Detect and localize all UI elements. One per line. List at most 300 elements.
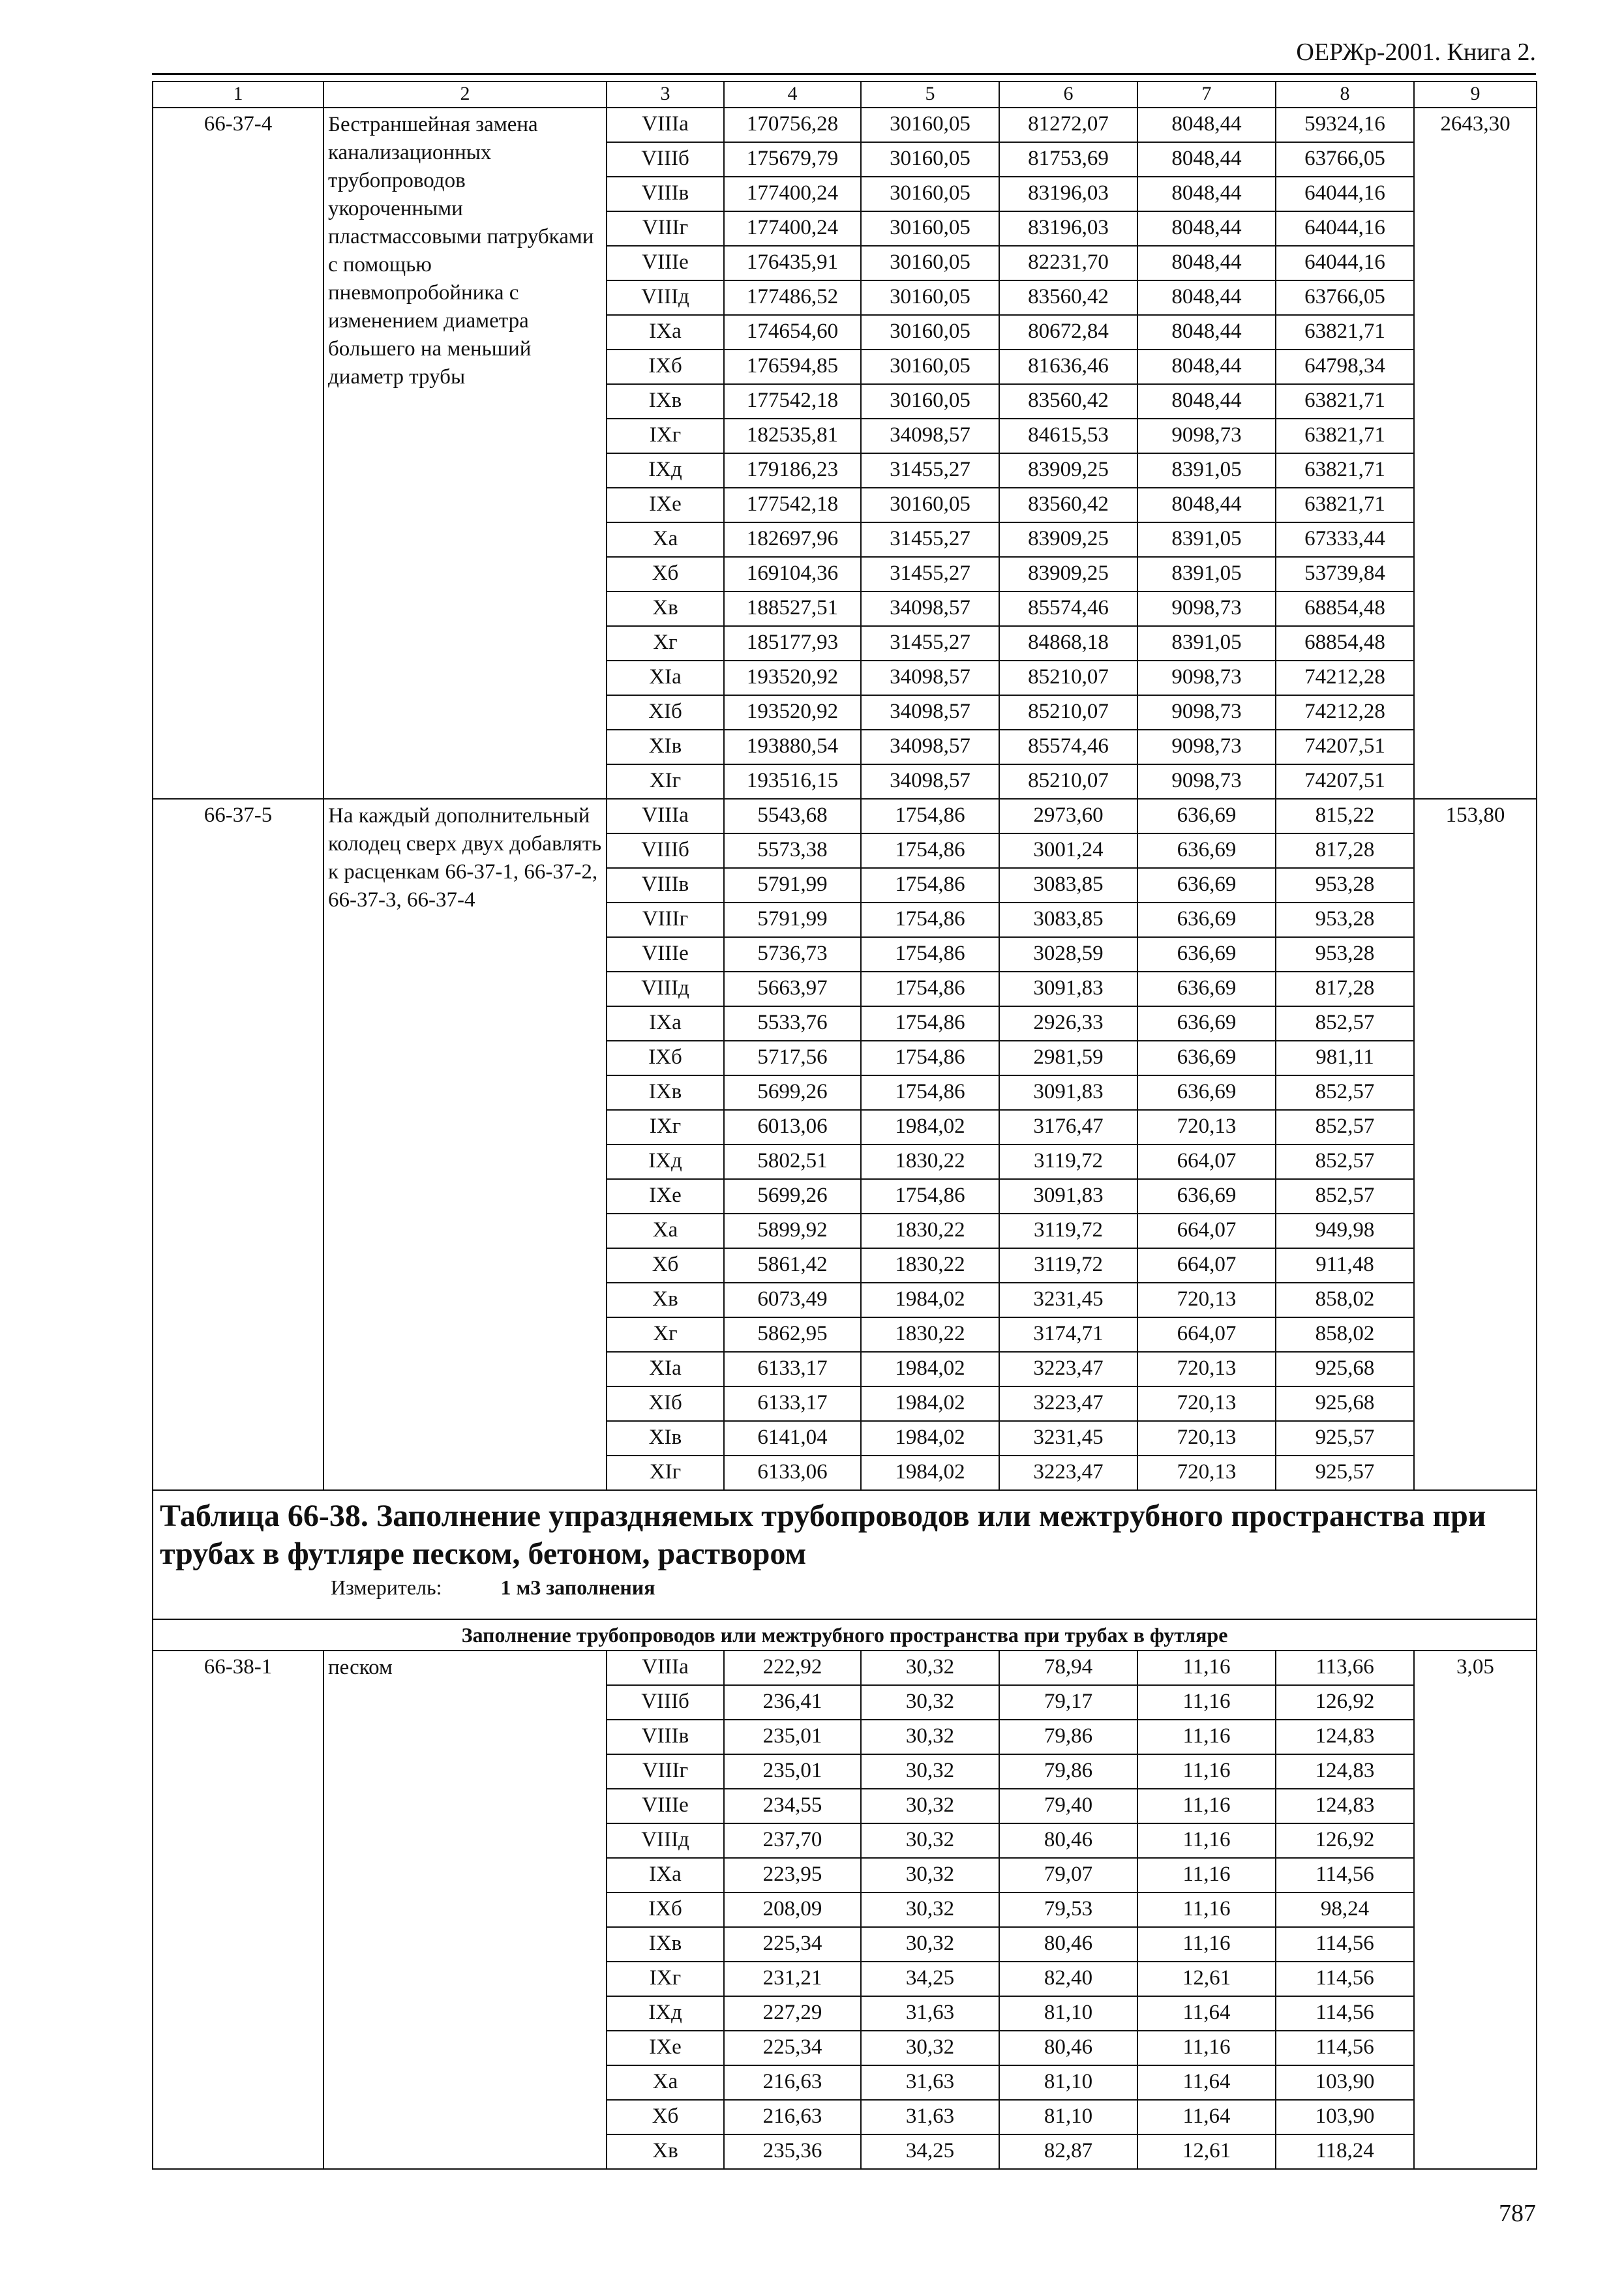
work-description: песком — [323, 1651, 607, 2169]
table-cell: 11,64 — [1137, 2065, 1276, 2100]
table-cell: IXг — [607, 419, 724, 453]
table-cell: 83560,42 — [999, 384, 1137, 419]
table-cell: 3083,85 — [999, 903, 1137, 937]
table-cell: 8391,05 — [1137, 557, 1276, 591]
work-description: Бестраншейная замена канализационных трубопроводов укороченными пластмассовыми патрубками с помощью пневмопробойника с изменением диаметра большего на меньший диаметр трубы — [323, 108, 607, 799]
table-cell: 64044,16 — [1276, 211, 1414, 246]
table-cell: 34098,57 — [861, 661, 999, 695]
table-cell: VIIIд — [607, 280, 724, 315]
table-cell: XIг — [607, 1456, 724, 1490]
table-cell: 64798,34 — [1276, 350, 1414, 384]
table-cell: IXд — [607, 1996, 724, 2031]
table-cell: 170756,28 — [724, 108, 861, 142]
column-number: 3 — [607, 82, 724, 108]
table-cell: 30160,05 — [861, 142, 999, 177]
table-cell: 3174,71 — [999, 1317, 1137, 1352]
table-cell: 83909,25 — [999, 453, 1137, 488]
table-cell: 852,57 — [1276, 1006, 1414, 1041]
table-cell: 2926,33 — [999, 1006, 1137, 1041]
rate-code: 66-38-1 — [153, 1651, 323, 2169]
table-cell: IXе — [607, 2031, 724, 2065]
table-cell: 223,95 — [724, 1858, 861, 1893]
table-cell: 124,83 — [1276, 1754, 1414, 1789]
table-cell: VIIIб — [607, 142, 724, 177]
table-cell: IXд — [607, 453, 724, 488]
table-cell: 114,56 — [1276, 1858, 1414, 1893]
table-cell: IXв — [607, 1075, 724, 1110]
table-cell: 30,32 — [861, 2031, 999, 2065]
table-cell: 80,46 — [999, 1823, 1137, 1858]
table-cell: 31455,27 — [861, 557, 999, 591]
table-cell: XIг — [607, 764, 724, 799]
table-cell: 85210,07 — [999, 695, 1137, 730]
table-cell: IXб — [607, 1893, 724, 1927]
table-cell: VIIIе — [607, 937, 724, 972]
table-cell: 30160,05 — [861, 246, 999, 280]
table-cell: 30,32 — [861, 1893, 999, 1927]
table-cell: 235,36 — [724, 2134, 861, 2169]
table-cell: 177400,24 — [724, 211, 861, 246]
table-cell: 8048,44 — [1137, 108, 1276, 142]
table-cell: VIIIв — [607, 1720, 724, 1754]
table-cell: IXг — [607, 1110, 724, 1144]
table-cell: Xг — [607, 626, 724, 661]
table-cell: 8391,05 — [1137, 626, 1276, 661]
table-cell: 1984,02 — [861, 1352, 999, 1386]
table-cell: 30160,05 — [861, 350, 999, 384]
table-cell: 3223,47 — [999, 1386, 1137, 1421]
table-cell: 193880,54 — [724, 730, 861, 764]
table-cell: 30,32 — [861, 1789, 999, 1823]
table-cell: 8048,44 — [1137, 177, 1276, 211]
table-cell: 636,69 — [1137, 972, 1276, 1006]
table-cell: 30160,05 — [861, 315, 999, 350]
table-cell: 83196,03 — [999, 177, 1137, 211]
table-cell: XIб — [607, 1386, 724, 1421]
table-cell: VIIIв — [607, 177, 724, 211]
table-cell: 30160,05 — [861, 211, 999, 246]
table-cell: 6013,06 — [724, 1110, 861, 1144]
table-cell: 858,02 — [1276, 1283, 1414, 1317]
table-cell: 3119,72 — [999, 1144, 1137, 1179]
table-row — [153, 108, 1537, 142]
table-cell: 664,07 — [1137, 1248, 1276, 1283]
table-cell: 3091,83 — [999, 972, 1137, 1006]
table-cell: 11,16 — [1137, 1858, 1276, 1893]
table-cell: XIв — [607, 1421, 724, 1456]
table-cell: 63821,71 — [1276, 315, 1414, 350]
table-cell: 1984,02 — [861, 1386, 999, 1421]
table-cell: 31,63 — [861, 1996, 999, 2031]
table-cell: 720,13 — [1137, 1352, 1276, 1386]
table-cell: 1754,86 — [861, 833, 999, 868]
table-cell: 74207,51 — [1276, 764, 1414, 799]
table-cell: 82,40 — [999, 1962, 1137, 1996]
column-number: 5 — [861, 82, 999, 108]
table-cell: 3091,83 — [999, 1075, 1137, 1110]
table-cell: 81,10 — [999, 1996, 1137, 2031]
table-cell: 664,07 — [1137, 1144, 1276, 1179]
table-cell: 6133,06 — [724, 1456, 861, 1490]
table-cell: 176435,91 — [724, 246, 861, 280]
table-cell: 11,16 — [1137, 1685, 1276, 1720]
column-number: 1 — [153, 82, 323, 108]
table-cell: 11,16 — [1137, 1754, 1276, 1789]
table-cell: 925,57 — [1276, 1421, 1414, 1456]
table-cell: 5533,76 — [724, 1006, 861, 1041]
table-cell: 9098,73 — [1137, 419, 1276, 453]
table-cell: 34,25 — [861, 1962, 999, 1996]
table-cell: 30,32 — [861, 1651, 999, 1685]
table-cell: 114,56 — [1276, 2031, 1414, 2065]
table-cell: 236,41 — [724, 1685, 861, 1720]
column-number: 2 — [323, 82, 607, 108]
table-cell: 8048,44 — [1137, 280, 1276, 315]
table-cell: 31455,27 — [861, 626, 999, 661]
table-cell: 63821,71 — [1276, 384, 1414, 419]
table-cell: 8048,44 — [1137, 315, 1276, 350]
table-cell: 1984,02 — [861, 1283, 999, 1317]
table-cell: 9098,73 — [1137, 695, 1276, 730]
table-cell: 124,83 — [1276, 1789, 1414, 1823]
table-cell: 925,57 — [1276, 1456, 1414, 1490]
table-cell: 227,29 — [724, 1996, 861, 2031]
table-cell: 636,69 — [1137, 1179, 1276, 1214]
table-cell: VIIIг — [607, 903, 724, 937]
table-cell: 30160,05 — [861, 384, 999, 419]
table-cell: 30,32 — [861, 1685, 999, 1720]
labor-cost: 2643,30 — [1414, 108, 1537, 799]
table-cell: 85574,46 — [999, 591, 1137, 626]
section-heading — [153, 1490, 1537, 1619]
table-cell: 1754,86 — [861, 937, 999, 972]
table-cell: Xб — [607, 1248, 724, 1283]
table-cell: 5861,42 — [724, 1248, 861, 1283]
table-cell: 68854,48 — [1276, 591, 1414, 626]
table-cell: 193516,15 — [724, 764, 861, 799]
table-cell: 74212,28 — [1276, 661, 1414, 695]
table-cell: 34,25 — [861, 2134, 999, 2169]
table-cell: 636,69 — [1137, 1041, 1276, 1075]
table-cell: Xв — [607, 591, 724, 626]
table-cell: 1830,22 — [861, 1317, 999, 1352]
table-cell: 103,90 — [1276, 2065, 1414, 2100]
table-cell: 8391,05 — [1137, 522, 1276, 557]
column-number: 9 — [1414, 82, 1537, 108]
table-cell: 1754,86 — [861, 903, 999, 937]
header-rule — [152, 73, 1536, 75]
table-cell: 2973,60 — [999, 799, 1137, 833]
table-cell: 177486,52 — [724, 280, 861, 315]
table-cell: 852,57 — [1276, 1144, 1414, 1179]
table-cell: 925,68 — [1276, 1386, 1414, 1421]
table-cell: Xг — [607, 1317, 724, 1352]
table-body — [153, 82, 1537, 2169]
table-cell: 74212,28 — [1276, 695, 1414, 730]
table-cell: 720,13 — [1137, 1283, 1276, 1317]
table-cell: 177542,18 — [724, 488, 861, 522]
table-cell: IXб — [607, 350, 724, 384]
table-cell: 8048,44 — [1137, 488, 1276, 522]
table-cell: 720,13 — [1137, 1386, 1276, 1421]
table-cell: IXд — [607, 1144, 724, 1179]
table-cell: 12,61 — [1137, 2134, 1276, 2169]
table-cell: 636,69 — [1137, 1006, 1276, 1041]
table-cell: 720,13 — [1137, 1456, 1276, 1490]
table-cell: 9098,73 — [1137, 764, 1276, 799]
table-cell: 30,32 — [861, 1927, 999, 1962]
work-description: На каждый дополнительный колодец сверх двух добавлять к расценкам 66-37-1, 66-37-2, 66-37-3, 66-37-4 — [323, 799, 607, 1490]
table-cell: 31455,27 — [861, 453, 999, 488]
table-cell: 124,83 — [1276, 1720, 1414, 1754]
table-cell: 11,64 — [1137, 2100, 1276, 2134]
table-cell: IXе — [607, 488, 724, 522]
table-subheading: Заполнение трубопроводов или межтрубного пространства при трубах в футляре — [153, 1619, 1537, 1651]
unit-value: 1 м3 заполнения — [500, 1576, 655, 1599]
table-cell: 5899,92 — [724, 1214, 861, 1248]
table-cell: 636,69 — [1137, 903, 1276, 937]
table-cell: 852,57 — [1276, 1110, 1414, 1144]
table-cell: 981,11 — [1276, 1041, 1414, 1075]
subheading-row — [153, 1619, 1537, 1651]
column-number: 7 — [1137, 82, 1276, 108]
table-cell: 30160,05 — [861, 108, 999, 142]
table-cell: 11,16 — [1137, 2031, 1276, 2065]
table-cell: 1754,86 — [861, 1179, 999, 1214]
table-cell: 1754,86 — [861, 1075, 999, 1110]
table-cell: 3091,83 — [999, 1179, 1137, 1214]
table-cell: 81272,07 — [999, 108, 1137, 142]
column-number: 6 — [999, 82, 1137, 108]
table-cell: 78,94 — [999, 1651, 1137, 1685]
table-cell: 3231,45 — [999, 1283, 1137, 1317]
table-cell: 1754,86 — [861, 1041, 999, 1075]
table-cell: VIIIд — [607, 1823, 724, 1858]
table-cell: 817,28 — [1276, 972, 1414, 1006]
table-cell: 3176,47 — [999, 1110, 1137, 1144]
table-cell: Xв — [607, 2134, 724, 2169]
table-cell: 83560,42 — [999, 280, 1137, 315]
table-cell: 3083,85 — [999, 868, 1137, 903]
table-cell: 83196,03 — [999, 211, 1137, 246]
table-cell: 222,92 — [724, 1651, 861, 1685]
table-cell: 1754,86 — [861, 1006, 999, 1041]
table-cell: 63766,05 — [1276, 142, 1414, 177]
running-header: ОЕРЖр-2001. Книга 2. — [1296, 38, 1536, 66]
table-cell: Xб — [607, 557, 724, 591]
table-cell: VIIIа — [607, 799, 724, 833]
table-cell: VIIIб — [607, 833, 724, 868]
table-cell: 9098,73 — [1137, 730, 1276, 764]
table-cell: 30160,05 — [861, 177, 999, 211]
table-cell: 53739,84 — [1276, 557, 1414, 591]
table-cell: IXб — [607, 1041, 724, 1075]
table-cell: VIIIа — [607, 1651, 724, 1685]
table-cell: Xб — [607, 2100, 724, 2134]
table-cell: 31,63 — [861, 2100, 999, 2134]
table-cell: 3119,72 — [999, 1248, 1137, 1283]
table-cell: 5543,68 — [724, 799, 861, 833]
table-cell: 720,13 — [1137, 1421, 1276, 1456]
table-cell: 34098,57 — [861, 764, 999, 799]
table-cell: 852,57 — [1276, 1075, 1414, 1110]
table-cell: 169104,36 — [724, 557, 861, 591]
table-cell: 34098,57 — [861, 730, 999, 764]
table-cell: VIIIг — [607, 211, 724, 246]
table-cell: 80672,84 — [999, 315, 1137, 350]
table-cell: 953,28 — [1276, 868, 1414, 903]
table-title: Таблица 66-38. Заполнение упраздняемых трубопроводов или межтрубного пространства при трубах в футляре песком, бетоном, раствором — [160, 1499, 1486, 1571]
table-cell: 30,32 — [861, 1858, 999, 1893]
table-cell: 79,86 — [999, 1754, 1137, 1789]
table-cell: 6073,49 — [724, 1283, 861, 1317]
column-number: 8 — [1276, 82, 1414, 108]
table-cell: 636,69 — [1137, 868, 1276, 903]
table-cell: 59324,16 — [1276, 108, 1414, 142]
table-cell: 3223,47 — [999, 1456, 1137, 1490]
table-cell: 11,16 — [1137, 1789, 1276, 1823]
table-cell: 67333,44 — [1276, 522, 1414, 557]
table-cell: 81636,46 — [999, 350, 1137, 384]
table-cell: 1754,86 — [861, 868, 999, 903]
table-cell: 11,16 — [1137, 1927, 1276, 1962]
table-cell: 34098,57 — [861, 419, 999, 453]
table-cell: 852,57 — [1276, 1179, 1414, 1214]
table-cell: 234,55 — [724, 1789, 861, 1823]
table-cell: 11,16 — [1137, 1823, 1276, 1858]
table-cell: Xа — [607, 1214, 724, 1248]
table-cell: IXв — [607, 384, 724, 419]
table-cell: 5573,38 — [724, 833, 861, 868]
table-cell: 113,66 — [1276, 1651, 1414, 1685]
section-heading-row — [153, 1490, 1537, 1619]
table-cell: 6133,17 — [724, 1352, 861, 1386]
table-cell: 3119,72 — [999, 1214, 1137, 1248]
table-cell: 193520,92 — [724, 695, 861, 730]
table-cell: 174654,60 — [724, 315, 861, 350]
table-cell: 103,90 — [1276, 2100, 1414, 2134]
table-cell: 177400,24 — [724, 177, 861, 211]
table-cell: 34098,57 — [861, 695, 999, 730]
table-cell: 636,69 — [1137, 1075, 1276, 1110]
table-cell: 5699,26 — [724, 1179, 861, 1214]
table-cell: 949,98 — [1276, 1214, 1414, 1248]
table-cell: 30160,05 — [861, 488, 999, 522]
unit-line — [160, 1573, 1529, 1602]
table-cell: 636,69 — [1137, 833, 1276, 868]
table-cell: 8048,44 — [1137, 142, 1276, 177]
table-cell: 11,64 — [1137, 1996, 1276, 2031]
table-cell: 81,10 — [999, 2100, 1137, 2134]
table-cell: 126,92 — [1276, 1685, 1414, 1720]
table-cell: 34098,57 — [861, 591, 999, 626]
table-cell: 188527,51 — [724, 591, 861, 626]
table-cell: VIIIа — [607, 108, 724, 142]
table-cell: 5717,56 — [724, 1041, 861, 1075]
table-cell: Xа — [607, 2065, 724, 2100]
table-cell: 8048,44 — [1137, 211, 1276, 246]
table-cell: IXа — [607, 315, 724, 350]
rate-code: 66-37-4 — [153, 108, 323, 799]
table-cell: 85210,07 — [999, 764, 1137, 799]
table-cell: 1984,02 — [861, 1456, 999, 1490]
table-cell: 81,10 — [999, 2065, 1137, 2100]
labor-cost: 153,80 — [1414, 799, 1537, 1490]
table-cell: 182535,81 — [724, 419, 861, 453]
table-cell: 911,48 — [1276, 1248, 1414, 1283]
table-cell: 1830,22 — [861, 1214, 999, 1248]
table-cell: 79,53 — [999, 1893, 1137, 1927]
table-cell: 11,16 — [1137, 1720, 1276, 1754]
table-cell: 8048,44 — [1137, 384, 1276, 419]
column-number-row — [153, 82, 1537, 108]
table-cell: 5802,51 — [724, 1144, 861, 1179]
table-cell: 79,86 — [999, 1720, 1137, 1754]
table-cell: 636,69 — [1137, 799, 1276, 833]
table-cell: 185177,93 — [724, 626, 861, 661]
table-cell: VIIIв — [607, 868, 724, 903]
table-cell: 114,56 — [1276, 1996, 1414, 2031]
table-cell: 3001,24 — [999, 833, 1137, 868]
table-cell: Xв — [607, 1283, 724, 1317]
labor-cost: 3,05 — [1414, 1651, 1537, 2169]
table-cell: 9098,73 — [1137, 661, 1276, 695]
table-cell: IXг — [607, 1962, 724, 1996]
table-cell: 664,07 — [1137, 1214, 1276, 1248]
table-cell: 68854,48 — [1276, 626, 1414, 661]
table-cell: VIIIб — [607, 1685, 724, 1720]
table-cell: 5663,97 — [724, 972, 861, 1006]
unit-label: Измеритель: — [331, 1576, 442, 1599]
table-cell: 636,69 — [1137, 937, 1276, 972]
table-cell: 3231,45 — [999, 1421, 1137, 1456]
table-cell: 175679,79 — [724, 142, 861, 177]
table-cell: 208,09 — [724, 1893, 861, 1927]
table-cell: Xа — [607, 522, 724, 557]
table-cell: 5791,99 — [724, 903, 861, 937]
table-cell: 3028,59 — [999, 937, 1137, 972]
table-cell: 1984,02 — [861, 1110, 999, 1144]
table-cell: 30,32 — [861, 1823, 999, 1858]
table-cell: IXа — [607, 1006, 724, 1041]
table-cell: 11,16 — [1137, 1651, 1276, 1685]
table-cell: 63766,05 — [1276, 280, 1414, 315]
table-cell: 84615,53 — [999, 419, 1137, 453]
table-cell: 30,32 — [861, 1754, 999, 1789]
table-cell: 82,87 — [999, 2134, 1137, 2169]
table-cell: 2981,59 — [999, 1041, 1137, 1075]
table-cell: 11,16 — [1137, 1893, 1276, 1927]
table-cell: 179186,23 — [724, 453, 861, 488]
table-cell: 925,68 — [1276, 1352, 1414, 1386]
table-cell: XIа — [607, 1352, 724, 1386]
table-cell: 231,21 — [724, 1962, 861, 1996]
table-cell: 953,28 — [1276, 903, 1414, 937]
table-cell: 63821,71 — [1276, 488, 1414, 522]
table-cell: 193520,92 — [724, 661, 861, 695]
table-cell: 83909,25 — [999, 557, 1137, 591]
table-cell: 6133,17 — [724, 1386, 861, 1421]
table-cell: 235,01 — [724, 1754, 861, 1789]
table-cell: 85210,07 — [999, 661, 1137, 695]
table-cell: 216,63 — [724, 2065, 861, 2100]
table-cell: 858,02 — [1276, 1317, 1414, 1352]
table-cell: IXв — [607, 1927, 724, 1962]
table-cell: 79,07 — [999, 1858, 1137, 1893]
table-cell: 182697,96 — [724, 522, 861, 557]
rates-table — [152, 81, 1537, 2170]
table-cell: VIIIе — [607, 246, 724, 280]
